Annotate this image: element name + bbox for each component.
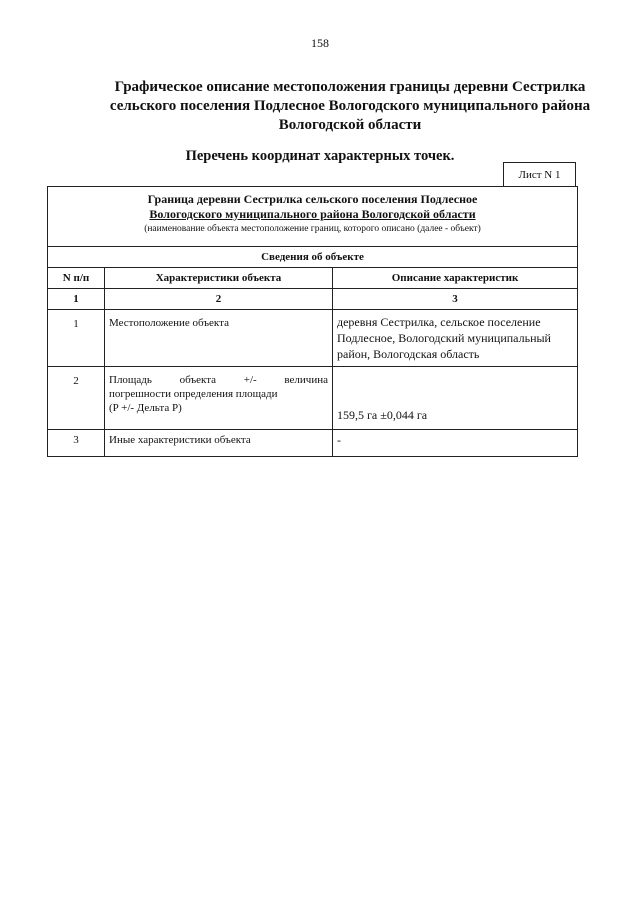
table-row [48, 310, 578, 367]
row-description: 159,5 га ±0,044 га [333, 367, 578, 430]
word-value: величина [284, 374, 328, 386]
title-line-1: Графическое описание местоположения границы деревни Сестрилка [114, 79, 586, 95]
column-number-1: 1 [48, 289, 105, 310]
object-info-table [47, 186, 578, 457]
column-number-row [48, 289, 578, 310]
characteristic-formula: (P +/- Дельта P) [109, 402, 182, 414]
row-characteristic: Местоположение объекта [105, 310, 333, 367]
column-header-number: N п/п [48, 268, 105, 289]
title-line-2: сельского поселения Подлесное Вологодского муниципального района [109, 98, 591, 114]
word-area: Площадь [109, 374, 152, 386]
object-name-note: (наименование объекта местоположение границ, которого описано (далее - объект) [144, 224, 481, 234]
row-number: 3 [48, 430, 105, 457]
word-plus-minus: +/- [243, 374, 257, 386]
table-row [48, 430, 578, 457]
title-line-3: Вологодской области [278, 117, 422, 133]
row-description: - [333, 430, 578, 457]
word-object: объекта [179, 374, 217, 386]
column-number-3: 3 [333, 289, 578, 310]
row-number: 2 [48, 367, 105, 430]
row-description: деревня Сестрилка, сельское поселение Подлесное, Вологодский муниципальный район, Вологодская область [333, 310, 578, 367]
page-number: 158 [311, 36, 329, 50]
document-subtitle: Перечень координат характерных точек. [185, 148, 455, 164]
sheet-number-box: Лист N 1 [503, 162, 576, 186]
object-name-cell [48, 187, 578, 247]
object-name-line-2: Вологодского муниципального района Вологодской области [149, 207, 476, 221]
row-characteristic: Иные характеристики объекта [105, 430, 333, 457]
document-title [60, 78, 640, 135]
column-header-description: Описание характеристик [333, 268, 578, 289]
section-header: Сведения об объекте [48, 247, 578, 268]
row-characteristic [105, 367, 333, 430]
column-header-characteristic: Характеристики объекта [105, 268, 333, 289]
row-number: 1 [48, 310, 105, 367]
column-number-2: 2 [105, 289, 333, 310]
object-name-line-1: Граница деревни Сестрилка сельского поселения Подлесное [147, 192, 478, 206]
table-row [48, 367, 578, 430]
characteristic-rest: погрешности определения площади [109, 388, 278, 400]
